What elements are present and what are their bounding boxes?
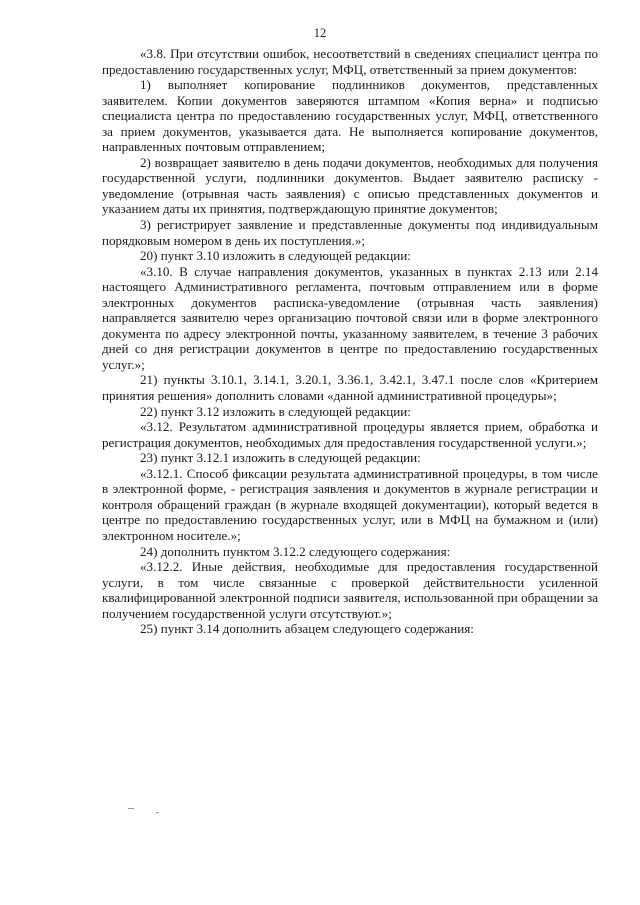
paragraph-amendment-20: 20) пункт 3.10 изложить в следующей редакции: <box>140 248 411 264</box>
paragraph-amendment-22: 22) пункт 3.12 изложить в следующей редакции: <box>140 403 411 419</box>
paragraph-item-3: 3) регистрирует заявление и представленные документы под индивидуальным порядковым номером в день их поступления.»; <box>102 217 598 248</box>
paragraph-amendment-21: 21) пункты 3.10.1, 3.14.1, 3.20.1, 3.36.1, 3.42.1, 3.47.1 после слов «Критерием принятия решения» дополнить словами «данной административной процедуры»; <box>102 372 598 404</box>
paragraph-item-2: 2) возвращает заявителю в день подачи документов, необходимых для получения государственной услуги, подлинники документов. Выдает заявителю расписку - уведомление (отрывная часть заявления) с описью представленных документов и указанием даты их принятия, подтверждающую принятие документов; <box>102 154 598 217</box>
paragraph-amendment-25: 25) пункт 3.14 дополнить абзацем следующего содержания: <box>140 621 474 637</box>
paragraph-amendment-24: 24) дополнить пунктом 3.12.2 следующего содержания: <box>140 543 451 559</box>
scan-artifact-mark <box>156 812 159 813</box>
paragraph-3-12: «3.12. Результатом административной процедуры является прием, обработка и регистрация документов, необходимых для предоставления государственной услуги.»; <box>102 419 598 450</box>
paragraph-3-12-1: «3.12.1. Способ фиксации результата административной процедуры, в том числе в электронной форме, - регистрация заявления и документов в журнале регистрации и контроля обращений граждан (в журнале входящей документации), который ведется в центре по предоставлению государственных услуг, или в МФЦ на бумажном и (или) электронном носителе.»; <box>102 465 598 543</box>
document-body <box>102 46 598 637</box>
paragraph-3-12-2: «3.12.2. Иные действия, необходимые для предоставления государственной услуги, в том числе связанные с проверкой действительности усиленной квалифицированной электронной подписи заявителя, использованной при обращении за получением государственной услуги отсутствуют.»; <box>102 559 598 621</box>
paragraph-amendment-23: 23) пункт 3.12.1 изложить в следующей редакции: <box>140 450 421 466</box>
paragraph-3-8: «3.8. При отсутствии ошибок, несоответствий в сведениях специалист центра по предоставлению государственных услуг, МФЦ, ответственный за прием документов: <box>102 46 598 77</box>
paragraph-3-10: «3.10. В случае направления документов, указанных в пунктах 2.13 или 2.14 настоящего Административного регламента, почтовым отправлением или в форме электронных документов расписка-уведомление (отрывная часть заявления) направляется заявителю через организацию почтовой связи или в форме электронного документа по адресу электронной почты, указанному заявителем, в течение 3 рабочих дней со дня регистрации документов в центре по предоставлению государственных услуг.»; <box>102 263 598 372</box>
page-number: 12 <box>313 26 327 40</box>
paragraph-item-1: 1) выполняет копирование подлинников документов, представленных заявителем. Копии документов заверяются штампом «Копия верна» и подписью специалиста центра по предоставлению государственных услуг, МФЦ, ответственного за прием документов, указывается дата. Не выполняется копирование документов, направленных почтовым отправлением; <box>102 77 598 155</box>
scan-artifact-mark <box>128 808 134 809</box>
